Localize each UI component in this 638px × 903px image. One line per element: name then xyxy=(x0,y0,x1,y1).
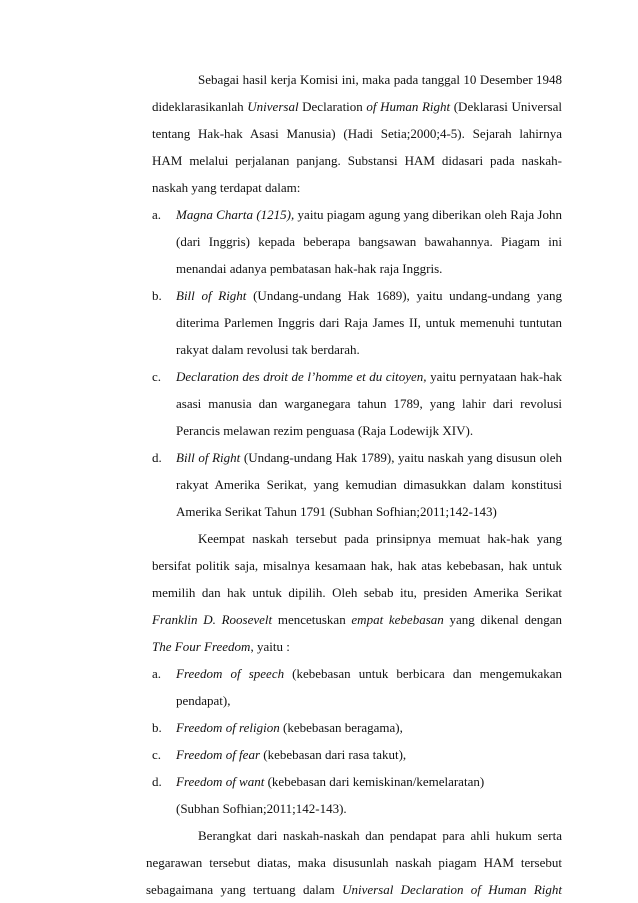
list-item-line: Bill of Right (Undang-undang Hak 1689), yaitu undang-undang yang xyxy=(176,288,562,303)
paragraph-line: Franklin D. Roosevelt mencetuskan empat kebebasan yang dikenal dengan xyxy=(152,612,562,627)
list-item-line: (dari Inggris) kepada beberapa bangsawan bawahannya. Piagam ini xyxy=(176,234,562,249)
paragraph-line: dideklarasikanlah Universal Declaration of Human Right (Deklarasi Universal xyxy=(152,99,563,114)
list-item-line: pendapat), xyxy=(176,693,231,708)
list-item-line: diterima Parlemen Inggris dari Raja James II, untuk memenuhi tuntutan xyxy=(176,315,562,330)
paragraph-line: sebagaimana yang tertuang dalam Universal Declaration of Human Right xyxy=(146,882,562,897)
paragraph-line: bersifat politik saja, misalnya kesamaan hak, hak atas kebebasan, hak untuk xyxy=(152,558,562,573)
list-item-line: asasi manusia dan warganegara tahun 1789, yang lahir dari revolusi xyxy=(176,396,562,411)
list-marker: c. xyxy=(152,747,162,762)
list-marker: d. xyxy=(152,774,162,789)
list-marker: b. xyxy=(152,288,162,303)
paragraph-line: negarawan tersebut diatas, maka disusunlah naskah piagam HAM tersebut xyxy=(146,855,562,870)
paragraph-line: Keempat naskah tersebut pada prinsipnya memuat hak-hak yang xyxy=(198,531,562,546)
list-item-line: Perancis melawan rezim penguasa (Raja Lodewijk XIV). xyxy=(176,423,474,438)
list-item-line: Freedom of fear (kebebasan dari rasa takut), xyxy=(176,747,407,762)
paragraph-line: Berangkat dari naskah-naskah dan pendapat para ahli hukum serta xyxy=(198,828,562,843)
list-item-line: Declaration des droit de l’homme et du citoyen, yaitu pernyataan hak-hak xyxy=(176,369,563,384)
list-item-line: Bill of Right (Undang-undang Hak 1789), yaitu naskah yang disusun oleh xyxy=(176,450,562,465)
list-item-line: Amerika Serikat Tahun 1791 (Subhan Sofhian;2011;142-143) xyxy=(176,504,497,519)
list-marker: a. xyxy=(152,207,162,222)
list-item-line: rakyat dalam revolusi tak berdarah. xyxy=(176,342,360,357)
list-item-line: Freedom of speech (kebebasan untuk berbicara dan mengemukakan xyxy=(176,666,562,681)
list-item-line: rakyat Amerika Serikat, yang kemudian dimasukkan dalam konstitusi xyxy=(176,477,562,492)
paragraph-line: memilih dan hak untuk dipilih. Oleh sebab itu, presiden Amerika Serikat xyxy=(152,585,562,600)
list-marker: a. xyxy=(152,666,162,681)
paragraph-line: Sebagai hasil kerja Komisi ini, maka pada tanggal 10 Desember 1948 xyxy=(198,72,562,87)
list-item-line: Magna Charta (1215), yaitu piagam agung yang diberikan oleh Raja John xyxy=(176,207,562,222)
paragraph-line: The Four Freedom, yaitu : xyxy=(152,639,290,654)
citation: (Subhan Sofhian;2011;142-143). xyxy=(176,801,347,816)
list-item-line: menandai adanya pembatasan hak-hak raja Inggris. xyxy=(176,261,443,276)
paragraph-line: naskah yang terdapat dalam: xyxy=(152,180,301,195)
list-marker: d. xyxy=(152,450,162,465)
paragraph-line: tentang Hak-hak Asasi Manusia) (Hadi Setia;2000;4-5). Sejarah lahirnya xyxy=(152,126,562,141)
list-marker: b. xyxy=(152,720,162,735)
list-item-line: Freedom of religion (kebebasan beragama), xyxy=(176,720,403,735)
list-marker: c. xyxy=(152,369,162,384)
list-item-line: Freedom of want (kebebasan dari kemiskinan/kemelaratan) xyxy=(176,774,485,789)
paragraph-line: HAM melalui perjalanan panjang. Substansi HAM didasari pada naskah- xyxy=(152,153,562,168)
